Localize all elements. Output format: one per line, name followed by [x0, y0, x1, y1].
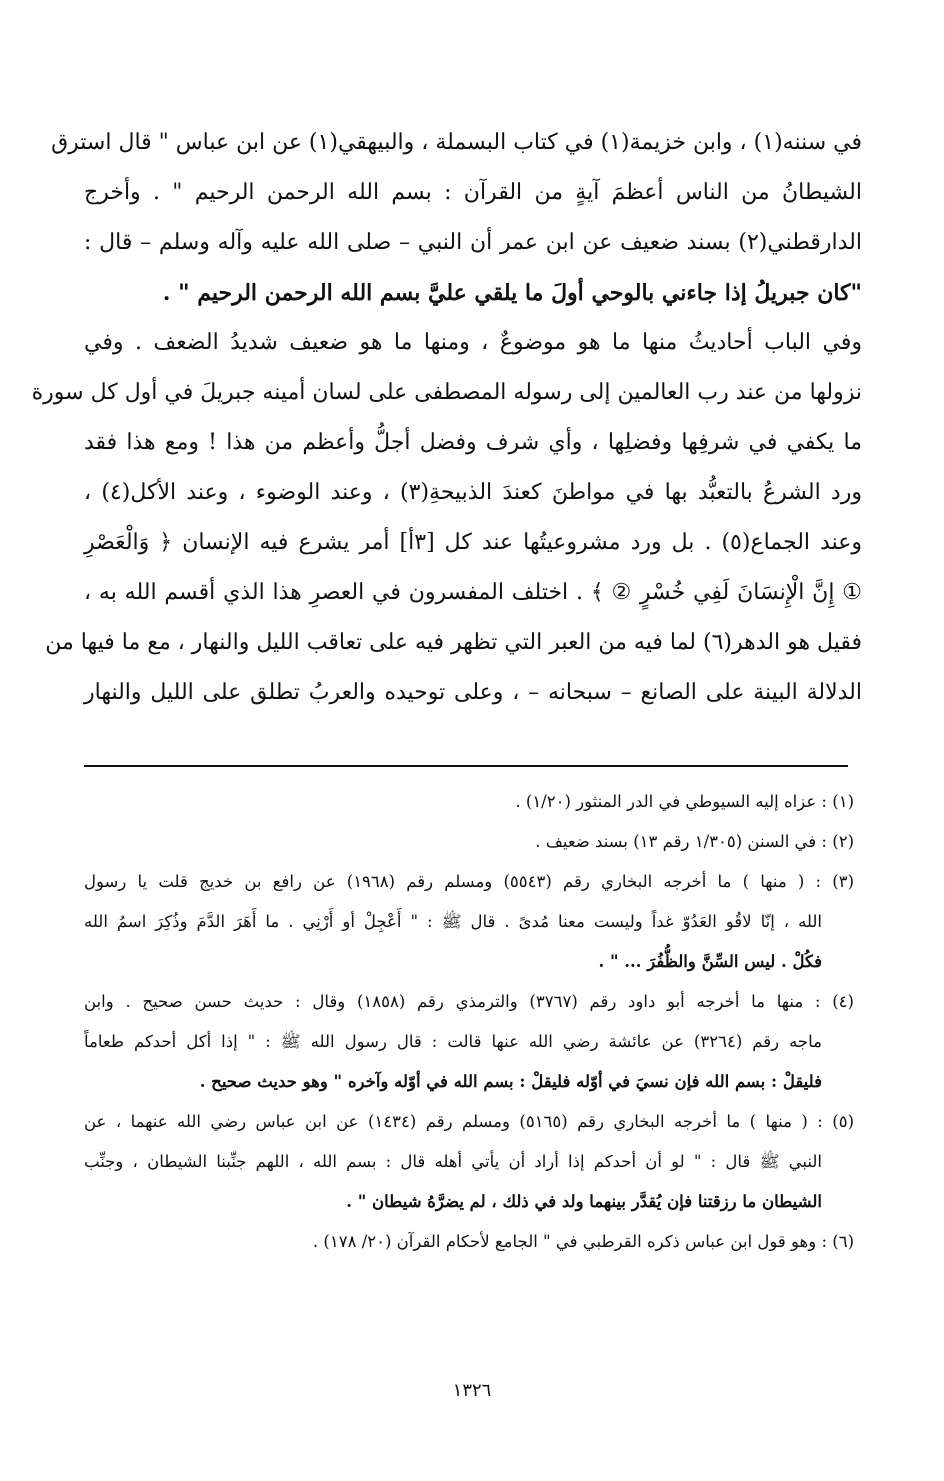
- main-line: في سننه(١) ، وابن خزيمة(١) في كتاب البسملة ، والبيهقي(١) عن ابن عباس " قال استرق: [51, 130, 862, 155]
- footnote-5: (٥) : ( منها ) ما أخرجه البخاري رقم (٥١٦٥) ومسلم رقم (١٤٣٤) عن ابن عباس رضي الله عنهما ، عن: [84, 1112, 854, 1131]
- main-line: وفي الباب أحاديثُ منها ما هو موضوعٌ ، ومنها ما هو ضعيف شديدُ الضعف . وفي: [84, 330, 862, 355]
- main-line: الدارقطني(٢) بسند ضعيف عن ابن عمر أن النبي – صلى الله عليه وآله وسلم – قال :: [84, 230, 862, 255]
- main-text: [31, 118, 862, 718]
- footnotes: [84, 782, 854, 1262]
- main-line: فقيل هو الدهر(٦) لما فيه من العبر التي تظهر فيه على تعاقب الليل والنهار ، مع ما فيها من: [45, 630, 862, 655]
- main-line: الدلالة البينة على الصانع – سبحانه – ، وعلى توحيده والعربُ تطلق على الليل والنهار: [84, 680, 862, 705]
- main-line: الشيطانُ من الناس أعظمَ آيةٍ من القرآن : بسم الله الرحمن الرحيم " . وأخرج: [84, 180, 862, 205]
- footnote-1: (١) : عزاه إليه السيوطي في الدر المنثور (١/٢٠) .: [515, 792, 854, 811]
- footnote-4-cont: فليقلْ : بسم الله فإن نسيَ في أوّله فليقلْ : بسم الله في أوّله وآخره " وهو حديث صحيح .: [199, 1072, 822, 1091]
- footnote-divider: [84, 765, 848, 767]
- footnote-5-cont: الشيطان ما رزقتنا فإن يُقدَّر بينهما ولد في ذلك ، لم يضرَّهُ شيطان " .: [346, 1192, 822, 1211]
- main-line: ما يكفي في شرفِها وفضلِها ، وأي شرف وفضل أجلُّ وأعظم من هذا ! ومع هذا فقد: [84, 430, 862, 455]
- main-line: نزولها من عند رب العالمين إلى رسوله المصطفى على لسان أمينه جبريلَ في أول كل سورة: [31, 380, 862, 405]
- footnote-3-cont: الله ، إنّا لاقُو العَدُوّ غداً وليست معنا مُدىً . قال ﷺ : " أَعْجِلْ أو أَرْنِي . ما أَهَرَ الدَّمَ وذُكِرَ اسمُ الله: [84, 912, 822, 931]
- footnote-5-cont: النبي ﷺ قال : " لو أن أحدكم إذا أراد أن يأتي أهله قال : بسم الله ، اللهم جنِّبنا الشيطان ، وجنِّب: [84, 1152, 822, 1171]
- main-line-quran-verse: ① إِنَّ الْإِنسَانَ لَفِي خُسْرٍ ② ﴾ . اختلف المفسرون في العصرِ هذا الذي أقسم الله به ،: [84, 580, 862, 605]
- footnote-6: (٦) : وهو قول ابن عباس ذكره القرطبي في " الجامع لأحكام القرآن (٢٠/ ١٧٨) .: [312, 1232, 854, 1251]
- main-line: ورد الشرعُ بالتعبُّد بها في مواطنَ كعندَ الذبيحةِ(٣) ، وعند الوضوء ، وعند الأكل(٤) ،: [84, 480, 862, 505]
- footnote-2: (٢) : في السنن (١/٣٠٥ رقم ١٣) بسند ضعيف .: [535, 832, 854, 851]
- footnote-4: (٤) : منها ما أخرجه أبو داود رقم (٣٧٦٧) والترمذي رقم (١٨٥٨) وقال : حديث حسن صحيح . وابن: [84, 992, 854, 1011]
- page-number: ١٣٢٦: [452, 1380, 492, 1401]
- main-line-hadith-quote: "كان جبريلُ إذا جاءني بالوحي أولَ ما يلقي عليَّ بسم الله الرحمن الرحيم " .: [162, 280, 862, 306]
- footnote-3: (٣) : ( منها ) ما أخرجه البخاري رقم (٥٥٤٣) ومسلم رقم (١٩٦٨) عن رافع بن خديج قلت يا رسول: [84, 872, 855, 891]
- footnote-4-cont: ماجه رقم (٣٢٦٤) عن عائشة رضي الله عنها قالت : قال رسول الله ﷺ : " إذا أكل أحدكم طعاماً: [84, 1032, 822, 1051]
- footnote-3-cont: فكُلْ . ليس السِّنَّ والظُّفُرَ ... " .: [598, 952, 822, 971]
- main-line: وعند الجماع(٥) . بل ورد مشروعيتُها عند كل [٣أ] أمر يشرع فيه الإنسان ﴿ وَالْعَصْرِ: [84, 530, 862, 555]
